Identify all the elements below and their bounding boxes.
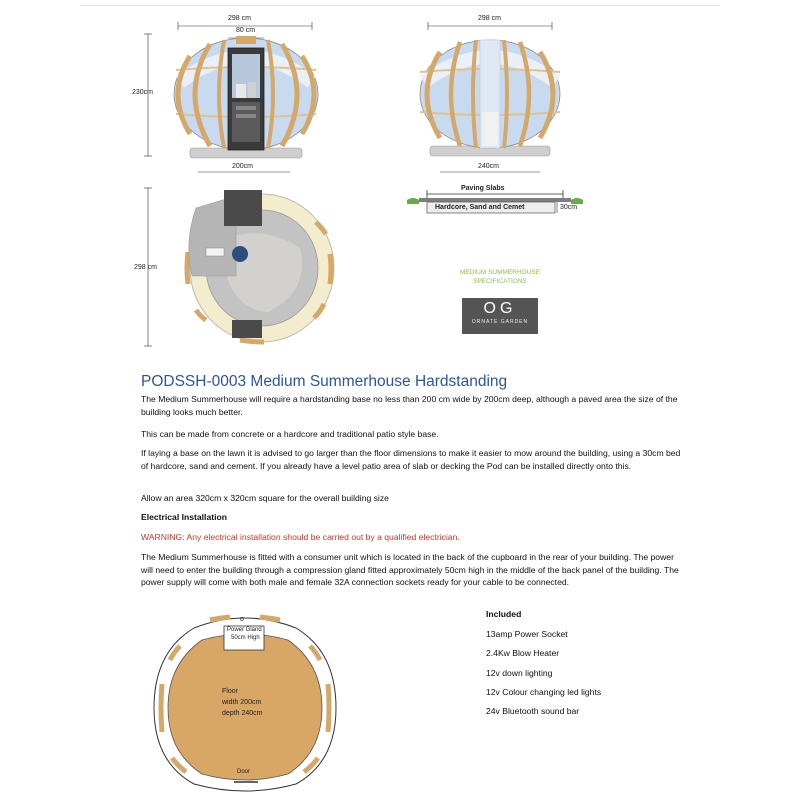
paragraph-3: If laying a base on the lawn it is advised to go larger than the floor dimensions to make it easier to mow around the building, using a 30cm bed of hardcore, sand and cement. If you already have a level patio area of slab or decking the Pod can be installed directly onto this. <box>141 448 681 471</box>
included-title: Included <box>486 609 522 619</box>
included-item: 24v Bluetooth sound bar <box>486 706 580 716</box>
paving-slabs-label: Paving Slabs <box>461 185 505 192</box>
door-label: Door <box>237 769 251 775</box>
page-heading: PODSSH-0003 Medium Summerhouse Hardstanding <box>141 373 508 390</box>
paragraph-2: This can be made from concrete or a hardcore and traditional patio style base. <box>141 429 439 439</box>
spec-line2: SPECIFICATIONS <box>473 278 527 285</box>
ornate-garden-logo <box>462 298 538 334</box>
side-elevation <box>400 12 580 177</box>
electrical-heading: Electrical Installation <box>141 512 227 522</box>
logo-letters: OG <box>483 300 517 317</box>
plan-view-drawing <box>140 182 350 352</box>
floor-label-3: depth 240cm <box>222 710 263 717</box>
floor-plan <box>150 612 340 792</box>
included-item: 13amp Power Socket <box>486 629 568 639</box>
spec-line1: MEDIUM SUMMERHOUSE <box>459 269 541 276</box>
front-elevation <box>132 12 350 177</box>
logo-text: ORNATE GARDEN <box>471 319 529 325</box>
front-width-label: 298 cm <box>228 15 251 22</box>
side-width-label: 298 cm <box>478 15 501 22</box>
floor-label-2: width 200cm <box>222 699 262 706</box>
gland-label-1: Power Gland <box>227 627 262 633</box>
plan-depth-label: 298 cm <box>134 264 157 271</box>
front-base-label: 200cm <box>232 163 254 170</box>
paragraph-1: The Medium Summerhouse will require a hardstanding base no less than 200 cm wide by 200cm deep, although a paved area the size of the building looks much better. <box>141 394 678 417</box>
plan-view <box>134 182 350 352</box>
side-base-label: 240cm <box>478 163 500 170</box>
included-item: 2.4Kw Blow Heater <box>486 648 560 658</box>
door-width-label: 80 cm <box>236 27 256 34</box>
paragraph-4: Allow an area 320cm x 320cm square for the overall building size <box>141 493 389 503</box>
hardcore-label: Hardcore, Sand and Cemet <box>435 204 525 211</box>
front-elevation-drawing <box>140 12 350 177</box>
base-section <box>405 184 585 218</box>
side-elevation-drawing <box>400 12 580 177</box>
front-height-label: 230cm <box>132 89 154 96</box>
top-rule <box>80 5 720 6</box>
gland-label-2: 50cm High <box>231 635 260 641</box>
included-item: 12v Colour changing led lights <box>486 687 602 697</box>
gland-marker: o <box>240 616 244 623</box>
warning-text: WARNING: Any electrical installation should be carried out by a qualified electrician. <box>141 532 460 542</box>
included-item: 12v down lighting <box>486 668 553 678</box>
electrical-paragraph: The Medium Summerhouse is fitted with a consumer unit which is located in the back of the cupboard in the rear of your building. The power will need to enter the building through a compression gland fitted approximately 50cm high in the middle of the back panel of the building. The power supply will come with both male and female 32A connection sockets ready for your cable to be connected. <box>141 552 679 588</box>
floor-label-1: Floor <box>222 688 238 695</box>
spec-title <box>440 268 560 286</box>
base-depth-label: 30cm <box>560 204 578 211</box>
